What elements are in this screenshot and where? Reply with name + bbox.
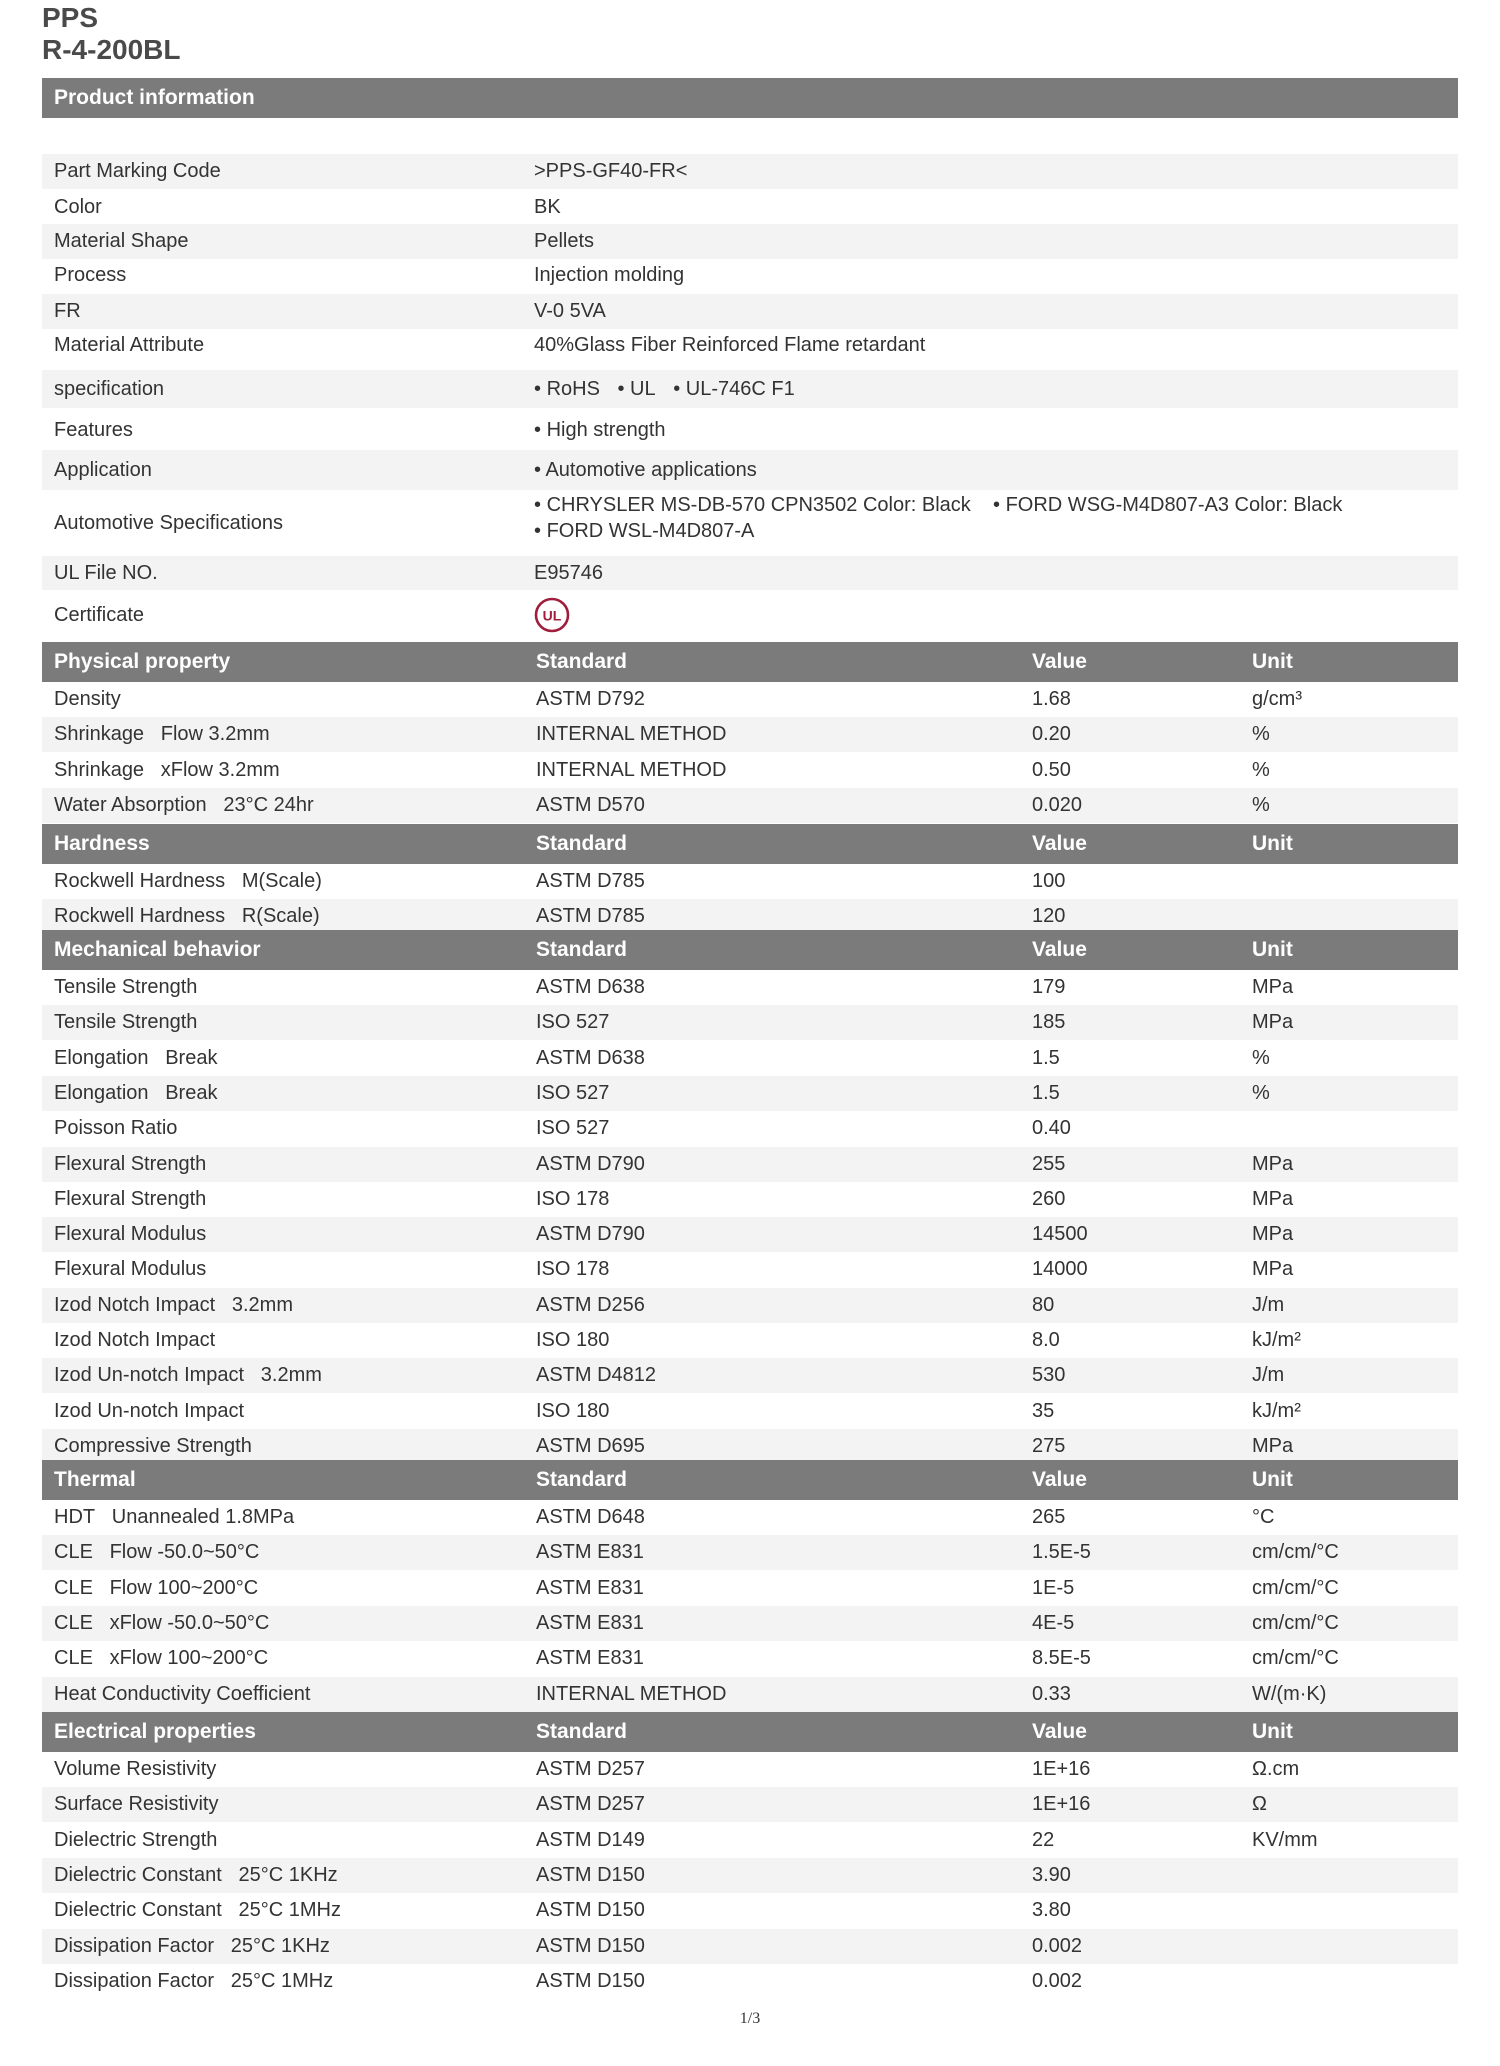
property-unit: J/m	[1252, 1293, 1285, 1316]
property-row	[42, 1500, 1458, 1535]
property-unit: %	[1252, 1081, 1270, 1104]
property-value: 1.5E-5	[1032, 1541, 1091, 1564]
property-row	[42, 1358, 1458, 1393]
property-standard: ASTM D648	[536, 1506, 645, 1528]
property-condition: Unannealed 1.8MPa	[111, 1506, 295, 1528]
property-row	[42, 1823, 1458, 1858]
property-row	[42, 1641, 1458, 1676]
property-name	[54, 788, 314, 822]
property-condition: 25°C 1KHz	[230, 1934, 330, 1957]
property-label: Tensile Strength	[54, 976, 198, 998]
property-name	[54, 1571, 258, 1605]
property-row	[42, 1288, 1458, 1323]
property-row	[42, 1394, 1458, 1429]
value-column-header: Value	[1032, 650, 1087, 673]
mechanical-behavior-header	[42, 930, 1458, 970]
property-standard: ASTM D570	[536, 793, 645, 816]
property-label: Izod Notch Impact	[54, 1329, 216, 1351]
value-column-header: Value	[1032, 832, 1087, 855]
info-label: FR	[54, 300, 81, 322]
automotive-spec-item: • FORD WSG-M4D807-A3 Color: Black	[993, 494, 1342, 516]
automotive-spec-line2	[534, 518, 754, 545]
property-standard: ASTM D150	[536, 1863, 645, 1886]
property-name	[54, 1041, 217, 1075]
property-condition: Flow -50.0~50°C	[109, 1541, 260, 1564]
property-standard: ASTM D150	[536, 1969, 645, 1992]
property-name	[54, 1606, 269, 1640]
property-value: 1E+16	[1032, 1758, 1091, 1780]
property-value: 14000	[1032, 1258, 1088, 1281]
property-name	[54, 1500, 294, 1534]
property-standard: ASTM D150	[536, 1934, 645, 1957]
property-label: Flexural Modulus	[54, 1223, 207, 1246]
feature-item: • High strength	[534, 410, 666, 450]
property-label: Poisson Ratio	[54, 1117, 178, 1140]
property-label: Volume Resistivity	[54, 1758, 217, 1780]
property-standard: ASTM D785	[536, 905, 645, 928]
property-condition: 25°C 1MHz	[238, 1899, 341, 1922]
info-label: UL File NO.	[54, 562, 158, 584]
property-standard: ASTM E831	[536, 1611, 644, 1634]
property-label: Izod Un-notch Impact	[54, 1399, 245, 1422]
property-unit: %	[1252, 758, 1270, 781]
section-title: Physical property	[54, 650, 231, 673]
section-title: Electrical properties	[54, 1720, 256, 1743]
property-name	[54, 1893, 341, 1927]
property-name	[54, 1929, 330, 1963]
property-label: Flexural Modulus	[54, 1258, 207, 1281]
property-row	[42, 1182, 1458, 1217]
property-condition: Break	[165, 1081, 218, 1104]
property-label: CLE	[54, 1541, 93, 1564]
application-item: • Automotive applications	[534, 450, 757, 490]
property-label: Dissipation Factor	[54, 1934, 215, 1957]
unit-column-header: Unit	[1252, 832, 1293, 855]
property-name	[54, 717, 270, 751]
property-condition: xFlow -50.0~50°C	[109, 1611, 270, 1634]
property-unit: g/cm³	[1252, 688, 1302, 710]
property-standard: ASTM D257	[536, 1793, 645, 1816]
property-value: 1E+16	[1032, 1793, 1091, 1816]
property-row	[42, 1606, 1458, 1641]
info-value: >PPS-GF40-FR<	[534, 160, 688, 182]
property-name	[54, 1964, 333, 1998]
property-name	[54, 1358, 322, 1392]
property-condition: Break	[165, 1046, 218, 1069]
property-condition: Flow 100~200°C	[109, 1576, 259, 1599]
info-label: Application	[54, 459, 152, 481]
property-value: 275	[1032, 1434, 1066, 1457]
property-condition: 25°C 1MHz	[230, 1969, 334, 1992]
property-standard: ASTM D638	[536, 976, 645, 998]
property-condition: 25°C 1KHz	[238, 1863, 338, 1886]
info-row-specification	[42, 370, 1458, 408]
property-condition: xFlow 100~200°C	[109, 1647, 269, 1670]
property-value: 1.68	[1032, 688, 1071, 710]
property-row	[42, 1858, 1458, 1893]
value-column-header: Value	[1032, 1720, 1087, 1743]
property-unit: MPa	[1252, 1011, 1294, 1034]
property-unit: MPa	[1252, 1152, 1294, 1175]
property-unit: W/(m·K)	[1252, 1682, 1327, 1705]
property-row	[42, 1252, 1458, 1287]
property-standard: ASTM D785	[536, 870, 645, 892]
property-unit: cm/cm/°C	[1252, 1647, 1339, 1670]
property-value: 0.50	[1032, 758, 1071, 781]
info-row	[42, 258, 1458, 293]
property-standard: ASTM D257	[536, 1758, 645, 1780]
property-standard: ASTM D149	[536, 1828, 645, 1851]
property-unit: %	[1252, 723, 1270, 746]
property-standard: ASTM D695	[536, 1434, 645, 1457]
property-unit: %	[1252, 1046, 1270, 1069]
spec-item-ul: • UL	[617, 378, 655, 400]
property-name	[54, 682, 121, 716]
property-value: 265	[1032, 1506, 1066, 1528]
info-label: Automotive Specifications	[54, 512, 284, 534]
property-standard: INTERNAL METHOD	[536, 723, 727, 746]
property-standard: ISO 180	[536, 1329, 610, 1351]
info-row-application	[42, 450, 1458, 490]
spec-item-ul746c: • UL-746C F1	[673, 378, 795, 400]
property-unit: KV/mm	[1252, 1828, 1318, 1851]
property-label: HDT	[54, 1506, 96, 1528]
property-label: Shrinkage	[54, 723, 145, 746]
property-standard: ASTM E831	[536, 1576, 644, 1599]
property-label: CLE	[54, 1576, 93, 1599]
property-value: 1E-5	[1032, 1576, 1075, 1599]
property-row	[42, 753, 1458, 788]
material-family-title: PPS	[42, 2, 99, 33]
property-unit: %	[1252, 793, 1270, 816]
section-title: Thermal	[54, 1468, 136, 1491]
info-label: Features	[54, 419, 133, 441]
property-row	[42, 1571, 1458, 1606]
property-row	[42, 1147, 1458, 1182]
property-condition: Flow 3.2mm	[160, 723, 270, 746]
info-label: Part Marking Code	[54, 160, 221, 182]
property-standard: ASTM D4812	[536, 1364, 657, 1387]
property-standard: ASTM D638	[536, 1046, 645, 1069]
value-column-header: Value	[1032, 1468, 1087, 1491]
property-condition: xFlow 3.2mm	[160, 758, 280, 781]
info-value: 40%Glass Fiber Reinforced Flame retardant	[534, 334, 926, 356]
section-title: Hardness	[54, 832, 150, 855]
info-row	[42, 328, 1458, 363]
info-value: Injection molding	[534, 264, 685, 286]
property-standard: ASTM D792	[536, 688, 645, 710]
property-condition: 3.2mm	[231, 1293, 293, 1316]
property-value: 22	[1032, 1828, 1055, 1851]
info-value: Pellets	[534, 230, 595, 252]
property-value: 4E-5	[1032, 1611, 1075, 1634]
property-standard: ISO 527	[536, 1011, 610, 1034]
property-label: Izod Un-notch Impact	[54, 1364, 245, 1387]
property-standard: ISO 178	[536, 1258, 610, 1281]
info-value: V-0 5VA	[534, 300, 606, 322]
property-name	[54, 1823, 217, 1857]
property-row	[42, 1323, 1458, 1358]
property-row	[42, 788, 1458, 823]
property-label: Flexural Strength	[54, 1187, 207, 1210]
property-standard: INTERNAL METHOD	[536, 1682, 727, 1705]
property-row	[42, 1893, 1458, 1928]
property-name	[54, 1076, 217, 1110]
property-unit: cm/cm/°C	[1252, 1541, 1339, 1564]
info-label: Material Attribute	[54, 334, 205, 356]
property-value: 3.90	[1032, 1863, 1071, 1886]
property-label: Heat Conductivity Coefficient	[54, 1682, 311, 1705]
info-label: Process	[54, 264, 127, 286]
property-value: 0.002	[1032, 1934, 1083, 1957]
property-unit: kJ/m²	[1252, 1329, 1301, 1351]
info-row	[42, 190, 1458, 225]
property-value: 8.5E-5	[1032, 1647, 1091, 1670]
value-column-header: Value	[1032, 938, 1087, 961]
property-unit: MPa	[1252, 1434, 1294, 1457]
property-condition: 3.2mm	[260, 1364, 322, 1387]
property-value: 255	[1032, 1152, 1066, 1175]
unit-column-header: Unit	[1252, 650, 1293, 673]
property-value: 530	[1032, 1364, 1066, 1387]
info-label: Color	[54, 196, 102, 218]
automotive-spec-line1	[534, 492, 1342, 519]
property-value: 1.5	[1032, 1081, 1060, 1104]
info-row	[42, 154, 1458, 189]
property-name	[54, 1111, 177, 1145]
property-label: Dissipation Factor	[54, 1969, 215, 1992]
info-value: BK	[534, 196, 561, 218]
section-title: Product information	[54, 86, 255, 109]
info-value: E95746	[534, 562, 603, 584]
property-condition: R(Scale)	[241, 905, 320, 928]
property-value: 179	[1032, 976, 1066, 998]
property-name	[54, 1182, 206, 1216]
property-row	[42, 1929, 1458, 1964]
info-row-certificate	[42, 592, 1458, 638]
info-row-ul-file	[42, 556, 1458, 590]
property-name	[54, 753, 280, 787]
thermal-header	[42, 1460, 1458, 1500]
property-name	[54, 1288, 293, 1322]
property-row	[42, 1429, 1458, 1464]
property-label: Shrinkage	[54, 758, 145, 781]
property-name	[54, 1858, 338, 1892]
standard-column-header: Standard	[536, 650, 628, 673]
property-name	[54, 864, 322, 898]
property-value: 100	[1032, 870, 1066, 892]
property-standard: ASTM D790	[536, 1152, 645, 1175]
property-unit: kJ/m²	[1252, 1399, 1301, 1422]
unit-column-header: Unit	[1252, 938, 1293, 961]
property-standard: ISO 180	[536, 1399, 610, 1422]
unit-column-header: Unit	[1252, 1468, 1293, 1491]
property-unit: MPa	[1252, 1258, 1294, 1281]
property-value: 120	[1032, 905, 1066, 928]
property-name	[54, 1641, 268, 1675]
property-standard: ASTM D790	[536, 1223, 645, 1246]
info-label: Certificate	[54, 604, 145, 626]
info-row-automotive	[42, 490, 1458, 556]
property-label: Rockwell Hardness	[54, 870, 226, 892]
property-standard: ISO 527	[536, 1117, 610, 1140]
property-name	[54, 1677, 310, 1711]
info-row-features	[42, 410, 1458, 450]
property-standard: ASTM D256	[536, 1293, 645, 1316]
section-title: Mechanical behavior	[54, 938, 261, 961]
property-label: Density	[54, 688, 121, 710]
property-row	[42, 1677, 1458, 1712]
property-label: Surface Resistivity	[54, 1793, 219, 1816]
spec-item-rohs: • RoHS	[534, 378, 600, 400]
property-unit: cm/cm/°C	[1252, 1576, 1339, 1599]
property-value: 185	[1032, 1011, 1066, 1034]
property-row	[42, 1787, 1458, 1822]
property-name	[54, 1787, 219, 1821]
property-row	[42, 970, 1458, 1005]
property-label: Rockwell Hardness	[54, 905, 226, 928]
physical-property-header	[42, 642, 1458, 682]
info-row	[42, 224, 1458, 259]
property-standard: ISO 527	[536, 1081, 610, 1104]
property-name	[54, 1147, 206, 1181]
property-condition: M(Scale)	[241, 870, 322, 892]
property-row	[42, 682, 1458, 717]
property-value: 14500	[1032, 1223, 1088, 1246]
standard-column-header: Standard	[536, 1720, 628, 1743]
property-row	[42, 1111, 1458, 1146]
automotive-spec-item: • CHRYSLER MS-DB-570 CPN3502 Color: Black	[534, 494, 971, 516]
property-name	[54, 899, 320, 933]
ul-logo-text: UL	[542, 607, 562, 624]
unit-column-header: Unit	[1252, 1720, 1293, 1743]
property-value: 0.002	[1032, 1969, 1083, 1992]
property-row	[42, 1964, 1458, 1999]
property-value: 3.80	[1032, 1899, 1071, 1922]
property-row	[42, 717, 1458, 752]
property-row	[42, 1076, 1458, 1111]
property-standard: ISO 178	[536, 1187, 610, 1210]
hardness-header	[42, 824, 1458, 864]
property-row	[42, 1752, 1458, 1787]
property-unit: Ω	[1252, 1793, 1267, 1816]
property-label: Tensile Strength	[54, 1011, 198, 1034]
property-unit: MPa	[1252, 976, 1294, 998]
standard-column-header: Standard	[536, 1468, 628, 1491]
property-standard: ASTM E831	[536, 1647, 644, 1670]
property-name	[54, 1323, 215, 1357]
standard-column-header: Standard	[536, 938, 628, 961]
property-value: 1.5	[1032, 1046, 1060, 1069]
property-name	[54, 1535, 259, 1569]
property-label: Water Absorption	[54, 793, 207, 816]
property-label: CLE	[54, 1611, 93, 1634]
page-number: 1/3	[739, 2010, 761, 2027]
product-information-header	[42, 78, 1458, 118]
grade-title: R-4-200BL	[42, 34, 181, 65]
property-name	[54, 1252, 206, 1286]
property-standard: ASTM D150	[536, 1899, 645, 1922]
property-name	[54, 1005, 197, 1039]
property-value: 35	[1032, 1399, 1055, 1422]
info-label: Material Shape	[54, 230, 189, 252]
property-name	[54, 1429, 252, 1463]
standard-column-header: Standard	[536, 832, 628, 855]
property-label: Elongation	[54, 1046, 149, 1069]
info-row	[42, 294, 1458, 329]
property-condition: 23°C 24hr	[223, 793, 314, 816]
electrical-properties-header	[42, 1712, 1458, 1752]
property-name	[54, 1217, 206, 1251]
property-value: 0.020	[1032, 793, 1083, 816]
property-value: 80	[1032, 1293, 1055, 1316]
property-label: CLE	[54, 1647, 93, 1670]
property-unit: J/m	[1252, 1364, 1285, 1387]
property-unit: Ω.cm	[1252, 1758, 1300, 1780]
property-value: 0.40	[1032, 1117, 1071, 1140]
property-label: Dielectric Constant	[54, 1863, 222, 1886]
property-row	[42, 1535, 1458, 1570]
property-value: 260	[1032, 1187, 1066, 1210]
property-label: Izod Notch Impact	[54, 1293, 216, 1316]
property-row	[42, 864, 1458, 899]
property-value: 0.33	[1032, 1682, 1071, 1705]
property-unit: MPa	[1252, 1187, 1294, 1210]
property-name	[54, 970, 197, 1004]
property-name	[54, 1752, 216, 1786]
property-row	[42, 1217, 1458, 1252]
property-label: Dielectric Constant	[54, 1899, 222, 1922]
property-value: 8.0	[1032, 1329, 1060, 1351]
property-standard: ASTM E831	[536, 1541, 644, 1564]
property-row	[42, 1005, 1458, 1040]
property-unit: °C	[1252, 1506, 1275, 1528]
info-label: specification	[54, 378, 165, 400]
automotive-spec-item: • FORD WSL-M4D807-A	[534, 520, 754, 542]
property-label: Elongation	[54, 1081, 149, 1104]
specification-list	[534, 370, 807, 408]
property-unit: cm/cm/°C	[1252, 1611, 1339, 1634]
property-label: Compressive Strength	[54, 1434, 252, 1457]
property-name	[54, 1394, 244, 1428]
property-unit: MPa	[1252, 1223, 1294, 1246]
property-standard: INTERNAL METHOD	[536, 758, 727, 781]
property-label: Dielectric Strength	[54, 1828, 218, 1851]
property-label: Flexural Strength	[54, 1152, 207, 1175]
property-row	[42, 1041, 1458, 1076]
property-value: 0.20	[1032, 723, 1071, 746]
